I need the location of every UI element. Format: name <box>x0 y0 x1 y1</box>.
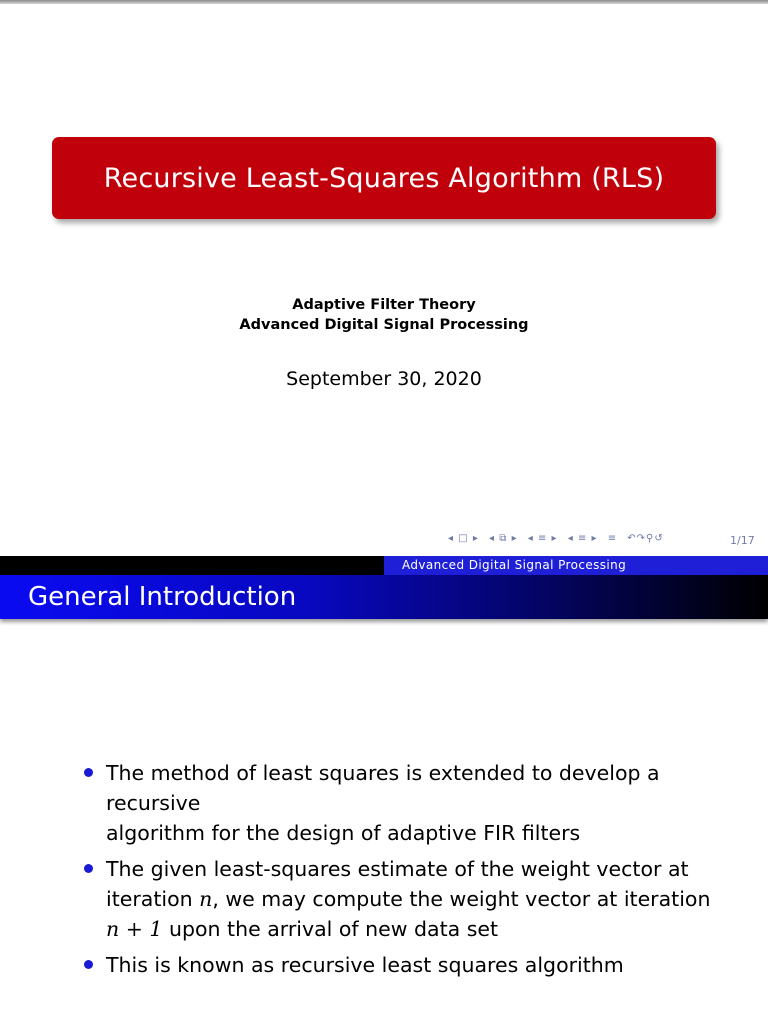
frame-title: General Introduction <box>28 582 297 612</box>
top-border <box>0 0 768 4</box>
bullet-text: iteration <box>106 887 200 911</box>
nav-subsection-icon[interactable]: ◂ ≡ ▸ <box>527 533 558 544</box>
bullet-icon <box>84 960 93 969</box>
page-number: 1/17 <box>730 534 755 547</box>
bullet-text: The method of least squares is extended to develop a recursive <box>106 761 660 815</box>
nav-search-icon[interactable]: ↶↷⚲↺ <box>627 533 664 544</box>
nav-prev-slide-icon[interactable]: ◂ □ ▸ <box>448 533 479 544</box>
bullet-text: upon the arrival of new data set <box>162 917 499 941</box>
subtitle-line-2: Advanced Digital Signal Processing <box>239 317 529 333</box>
beamer-navigation <box>448 533 670 544</box>
math-variable: n <box>199 887 213 911</box>
bullet-list <box>80 758 740 986</box>
bullet-text: , we may compute the weight vector at iteration <box>212 887 711 911</box>
bullet-text: This is known as recursive least squares algorithm <box>106 953 624 977</box>
slide-title: Recursive Least-Squares Algorithm (RLS) <box>103 162 665 194</box>
frame-title-bar <box>0 575 768 619</box>
bullet-icon <box>84 864 93 873</box>
math-expression: n + 1 <box>106 917 163 941</box>
nav-section-icon[interactable]: ◂ ≡ ▸ <box>567 533 598 544</box>
bullet-text: algorithm for the design of adaptive FIR filters <box>106 821 581 845</box>
presentation-date: September 30, 2020 <box>286 368 482 390</box>
header-strip-label: Advanced Digital Signal Processing <box>384 556 768 575</box>
list-item <box>80 854 740 944</box>
list-item <box>80 758 740 848</box>
nav-align-icon[interactable]: ≡ <box>607 533 618 544</box>
bullet-text: The given least-squares estimate of the weight vector at <box>106 857 689 881</box>
subtitle-line-1: Adaptive Filter Theory <box>292 297 476 313</box>
bullet-icon <box>84 768 93 777</box>
nav-frame-icon[interactable]: ◂ ⧉ ▸ <box>489 533 518 544</box>
list-item <box>80 950 740 980</box>
title-box <box>52 137 716 219</box>
